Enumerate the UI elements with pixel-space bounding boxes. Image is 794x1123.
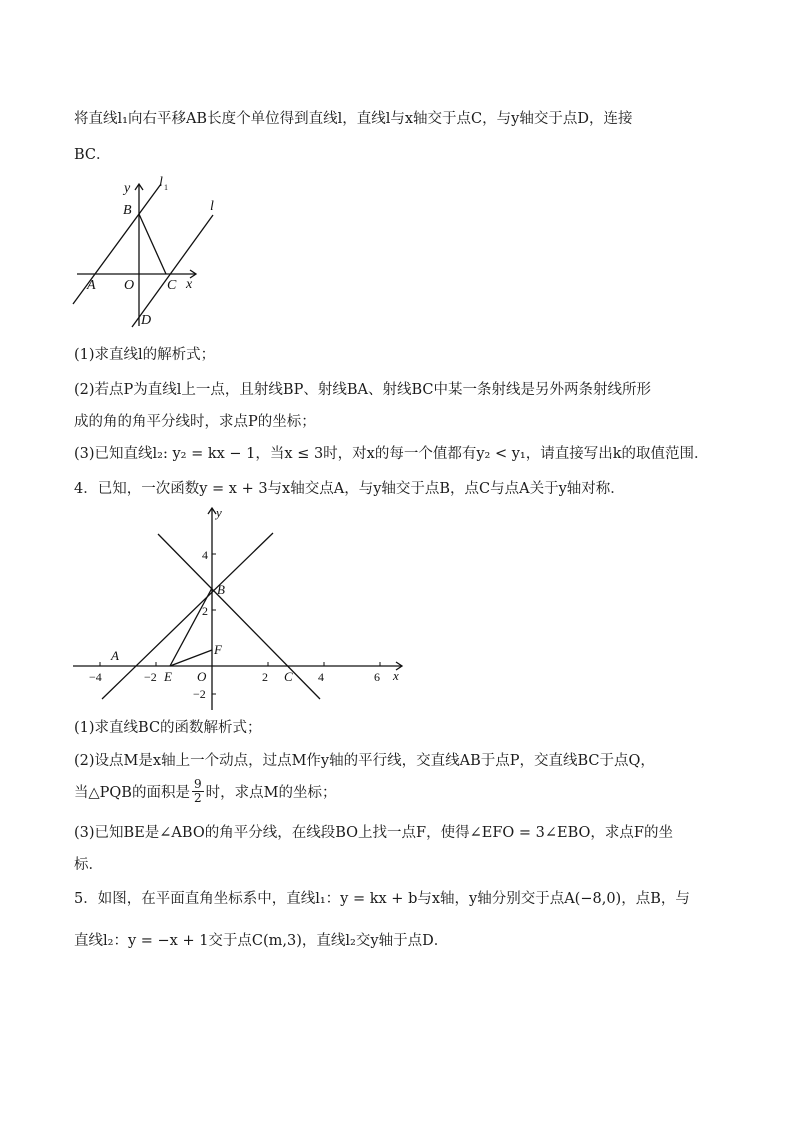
fig2-label-x: x [393,668,399,683]
fig2-label-b: B [217,582,225,597]
fig2-tick-x-2: 2 [262,670,268,684]
fig2-tick-y-2: 2 [202,604,208,618]
fig2-tick-x-neg4: −4 [89,670,102,684]
figure-1-graph [65,170,225,330]
fig2-line-ab [102,533,273,699]
p4-part-3b: 标． [74,857,103,873]
problem-4-stem: 4．已知，一次函数y = x + 3与x轴交点A，与y轴交于点B，点C与点A关于y轴对称． [74,481,625,497]
p4-part-2a: (2)设点M是x轴上一个动点，过点M作y轴的平行线，交直线AB于点P，交直线BC于点Q， [74,753,655,769]
fig2-label-y: y [216,505,222,520]
fig1-label-l1: l [159,175,163,190]
fig2-label-c: C [284,669,293,684]
fig2-label-e: E [164,669,172,684]
fig1-label-c: C [167,278,177,293]
intro-line-1: 将直线l₁向右平移AB长度个单位得到直线l，直线l与x轴交于点C，与y轴交于点D，连接 [74,111,633,127]
q3-part-3: (3)已知直线l₂: y₂ = kx − 1，当x ≤ 3时，对x的每一个值都有y₂ < y₁，请直接写出k的取值范围． [74,446,709,462]
problem-5-line-1: 5．如图，在平面直角坐标系中，直线l₁：y = kx + b与x轴，y轴分别交于点A(−8,0)，点B，与 [74,891,690,907]
p4-part-3a: (3)已知BE是∠ABO的角平分线，在线段BO上找一点F，使得∠EFO = 3∠EBO，求点F的坐 [74,825,673,841]
q3-part-1: (1)求直线l的解析式； [74,347,216,363]
fig2-line-bc [158,534,320,699]
p4-part-2b-post: 时，求点M的坐标； [205,785,337,801]
fig1-segment-bc [139,214,166,274]
fig2-tick-x-6: 6 [374,670,380,684]
p4-part-1: (1)求直线BC的函数解析式； [74,720,262,736]
p4-part-2b [74,778,336,805]
figure-2-graph [65,505,410,715]
fig1-label-b: B [123,203,132,218]
fig1-line-l [132,215,213,327]
fig2-tick-x-4: 4 [318,670,324,684]
fig1-label-l1-sub: 1 [164,183,168,192]
fraction-numerator: 9 [193,777,202,791]
fig1-label-x: x [186,277,193,292]
fig1-label-o: O [124,278,135,293]
fig2-label-f: F [214,642,222,657]
intro-line-2: BC． [74,147,111,163]
fig2-label-o: O [197,669,207,684]
fig1-label-a: A [87,278,96,293]
fig2-tick-x-neg2: −2 [144,670,157,684]
p4-part-2b-pre: 当△PQB的面积是 [74,785,190,801]
fig1-label-l: l [210,199,214,214]
problem-5-line-2: 直线l₂：y = −x + 1交于点C(m,3)，直线l₂交y轴于点D． [74,933,449,949]
fig1-label-d: D [141,313,152,328]
fig2-tick-y-4: 4 [202,548,208,562]
q3-part-2a: (2)若点P为直线l上一点，且射线BP、射线BA、射线BC中某一条射线是另外两条射线所形 [74,382,651,398]
fraction-denominator: 2 [193,791,202,805]
fig2-segment-ef [170,650,212,666]
fig1-label-y: y [124,181,131,196]
fig2-tick-y-neg2: −2 [193,687,206,701]
fig2-label-a: A [111,648,119,663]
fraction-nine-halves [192,778,204,805]
q3-part-2b: 成的角的角平分线时，求点P的坐标； [74,414,316,430]
